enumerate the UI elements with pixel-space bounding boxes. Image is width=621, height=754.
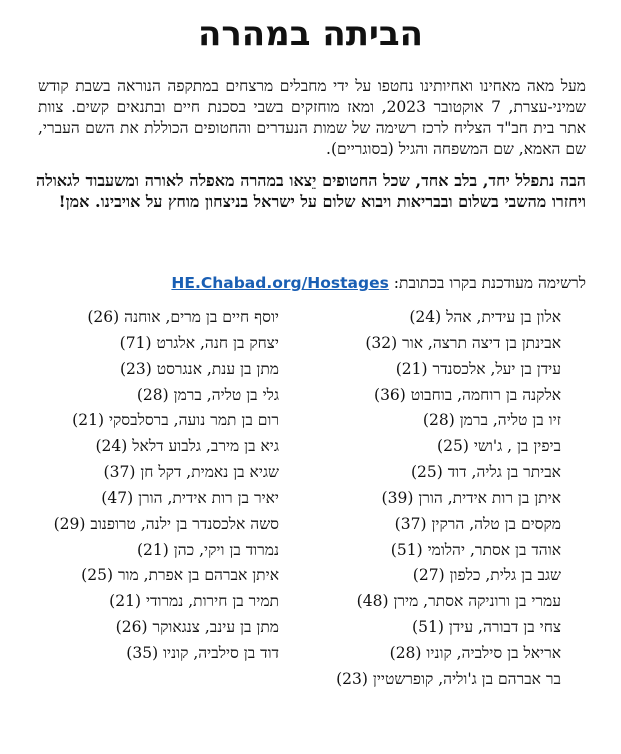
hostage-age-value: 25 <box>87 566 107 585</box>
hostage-age-value: 21 <box>143 540 163 559</box>
hostage-age: (28) <box>136 385 169 404</box>
hostage-age-value: 24 <box>415 308 436 326</box>
hostage-name: זיו בן טליה, ברמן <box>459 411 561 430</box>
prayer-paragraph: הבה נתפלל יחד, בלב אחד, שכל החטופים יֵצאו במהרה מאפלה לאורה ומשעבוד לגאולה ויחזרו מהשבי בשלום ובבריאות ויבוא שלום על ישראל בניצחון מוחץ על אויבינו. אמן! <box>36 171 586 211</box>
intro-paragraph: מעל מאה מאחינו ואחיותינו נחטפו על ידי מחבלים מרצחים במתקפה הנוראה בשבת קודש שמיני-עצרת, 7 אוקטובר 2023, ומאז מוחזקים בשבי בסכנת חיים ובתנאים קשים. צוות אתר בית חב"ד הצליח לרכז רשימה של שמות הנעדרים והחטופים הכוללת את השם העברי, שם האמא, שם המשפחה והגיל (בסוגריים). <box>38 77 586 158</box>
hostage-name: תמיר בן חירות, נמרודי <box>145 592 279 611</box>
hostage-age: (28) <box>389 643 422 662</box>
hostage-age: (51) <box>390 540 423 559</box>
hostage-list-item <box>311 460 561 486</box>
hostage-age: (21) <box>72 411 104 430</box>
hostage-age: (32) <box>365 333 398 352</box>
hostage-list-item <box>29 512 279 538</box>
hostage-list-item <box>29 383 279 409</box>
hostage-name: שגיא בן נאמית, דקל חן <box>140 463 279 482</box>
hostage-age: (25) <box>81 566 113 585</box>
updated-list-line <box>40 272 586 294</box>
hostage-name: עידן בן יעל, אלכסנדר <box>432 359 561 378</box>
hostage-list-item <box>311 408 561 434</box>
hostage-list-item <box>29 589 279 615</box>
hostage-age-value: 36 <box>380 385 400 404</box>
hostage-age-value: 21 <box>78 411 98 430</box>
hostage-name: סשה אלכסנדר בן ילנה, טרופנוב <box>90 514 279 533</box>
hostage-age-value: 71 <box>125 333 146 352</box>
hostage-name: בר אברהם בן ג'וליה, קופרשטיין <box>372 669 561 688</box>
hostage-list-item <box>311 512 561 538</box>
hostage-name: גלי בן טליה, ברמן <box>173 385 279 404</box>
hostage-age: (24) <box>95 437 128 456</box>
hostage-list-item <box>311 357 561 383</box>
hostage-age-value: 23 <box>126 359 146 378</box>
hostage-name: צחי בן דבורה, עידן <box>448 618 561 637</box>
hostage-name: אביתר בן גליה, דוד <box>447 463 561 482</box>
hostage-list-item <box>311 331 561 357</box>
hostages-link[interactable]: HE.Chabad.org/Hostages <box>171 274 389 292</box>
hostage-list-item <box>29 408 279 434</box>
hostage-list-item <box>311 434 561 460</box>
hostage-age-value: 28 <box>395 643 416 662</box>
hostage-age: (21) <box>109 592 142 611</box>
hostage-name: איתן בן רות אידית, הורן <box>418 488 561 507</box>
hostage-age: (47) <box>101 488 134 507</box>
hostage-age: (21) <box>395 359 428 378</box>
hostage-list-item <box>311 563 561 589</box>
hostage-list-item <box>311 589 561 615</box>
hostage-age-value: 37 <box>400 514 421 533</box>
hostage-name: אלקנה בן רוחמה, בוחבוט <box>410 385 561 404</box>
hostage-age-value: 25 <box>417 463 437 482</box>
hostage-age: (35) <box>126 643 159 662</box>
hostage-name: מקסים בן טלה, הרקין <box>431 514 561 533</box>
hostage-age-value: 28 <box>142 385 163 404</box>
hostage-age: (37) <box>103 463 136 482</box>
hostage-name: אריאל בן סילביה, קוניו <box>426 643 561 662</box>
hostage-name: שגב בן גלית, כלפון <box>449 566 561 585</box>
hostage-age: (25) <box>437 437 469 456</box>
hostage-age: (23) <box>336 669 368 688</box>
hostage-age-value: 29 <box>59 514 80 533</box>
hostage-list-item <box>29 563 279 589</box>
updated-list-label: לרשימה מעודכנת בקרו בכתובת: <box>393 274 586 292</box>
hostage-list-item <box>311 538 561 564</box>
hostage-age: (51) <box>412 618 444 637</box>
hostage-name: אבינתן בן דיצה תרצה, אור <box>402 333 561 352</box>
hostage-list-item <box>29 641 279 667</box>
hostage-age: (48) <box>356 592 389 611</box>
hostage-age: (29) <box>53 514 86 533</box>
hostage-age: (28) <box>422 411 455 430</box>
hostage-name: יאיר בן רות אידית, הורן <box>138 488 279 507</box>
hostage-name: יצחק בן חנה, אלגרט <box>156 333 279 352</box>
hostage-age: (25) <box>410 463 443 482</box>
hostage-age-value: 26 <box>93 308 114 326</box>
hostage-list-item <box>29 434 279 460</box>
hostage-name: נמרוד בן ויקי, כהן <box>173 540 279 559</box>
hostage-age: (23) <box>119 359 152 378</box>
hostage-age-value: 51 <box>418 618 438 637</box>
hostage-age-value: 51 <box>396 540 417 559</box>
hostage-list-item <box>311 486 561 512</box>
hostage-age-value: 28 <box>428 411 449 430</box>
hostage-age: (37) <box>394 514 427 533</box>
hostage-age-value: 24 <box>101 437 122 456</box>
page-title: הביתה במהרה <box>197 14 424 54</box>
hostage-age: (24) <box>409 308 442 326</box>
hostage-name: גיא בן מירב, גלבוע דלאל <box>132 437 279 456</box>
hostage-list-item <box>311 667 561 693</box>
hostage-age-value: 23 <box>342 669 362 688</box>
hostage-age: (27) <box>412 566 445 585</box>
hostage-name: ביפין בן , ג'ושי <box>473 437 561 456</box>
hostage-age-value: 48 <box>362 592 383 611</box>
hostage-list-item <box>311 383 561 409</box>
hostage-list-item <box>311 641 561 667</box>
hostage-age: (21) <box>136 540 169 559</box>
hostage-list-item <box>29 331 279 357</box>
hostage-list-item <box>29 538 279 564</box>
hostage-age: (71) <box>119 333 152 352</box>
hostage-age: (39) <box>381 488 414 507</box>
hostage-list-item <box>29 486 279 512</box>
hostage-age-value: 35 <box>132 643 153 662</box>
hostage-name: אוהד בן אסתר, יהלומי <box>427 540 561 559</box>
hostage-name: עמרי בן ורוניקה אסתר, מירן <box>393 592 561 611</box>
hostage-name: אלון בן עידית, אהל <box>446 308 561 326</box>
hostage-name: דוד בן סילביה, קוניו <box>163 643 279 662</box>
hostage-name: איתן אברהם בן אפרת, מור <box>117 566 279 585</box>
hostage-list-item <box>29 305 279 331</box>
hostages-list-right <box>311 305 561 693</box>
hostage-name: רום בן תמר נועה, ברסלבסקי <box>108 411 279 430</box>
hostage-list-item <box>29 460 279 486</box>
hostage-name: מתן בן עינב, צנגאוקר <box>152 618 279 637</box>
hostage-age-value: 32 <box>371 333 392 352</box>
hostage-age-value: 47 <box>107 488 128 507</box>
hostage-list-item <box>29 357 279 383</box>
hostage-age: (36) <box>374 385 406 404</box>
hostage-age-value: 21 <box>115 592 135 611</box>
hostage-name: מתן בן ענת, אנגרסט <box>156 359 279 378</box>
hostage-age-value: 27 <box>418 566 439 585</box>
hostages-list-left <box>29 305 279 667</box>
hostage-list-item <box>29 615 279 641</box>
hostage-list-item <box>311 615 561 641</box>
hostage-age: (26) <box>115 618 148 637</box>
hostage-age-value: 37 <box>109 463 130 482</box>
hostage-name: יוסף חיים בן מרים, אוחנה <box>124 308 279 326</box>
hostage-age-value: 25 <box>443 437 463 456</box>
hostage-age-value: 26 <box>121 618 142 637</box>
hostage-list-item <box>311 305 561 331</box>
hostage-age-value: 21 <box>401 359 422 378</box>
hostage-age-value: 39 <box>387 488 408 507</box>
hostage-age: (26) <box>87 308 120 326</box>
